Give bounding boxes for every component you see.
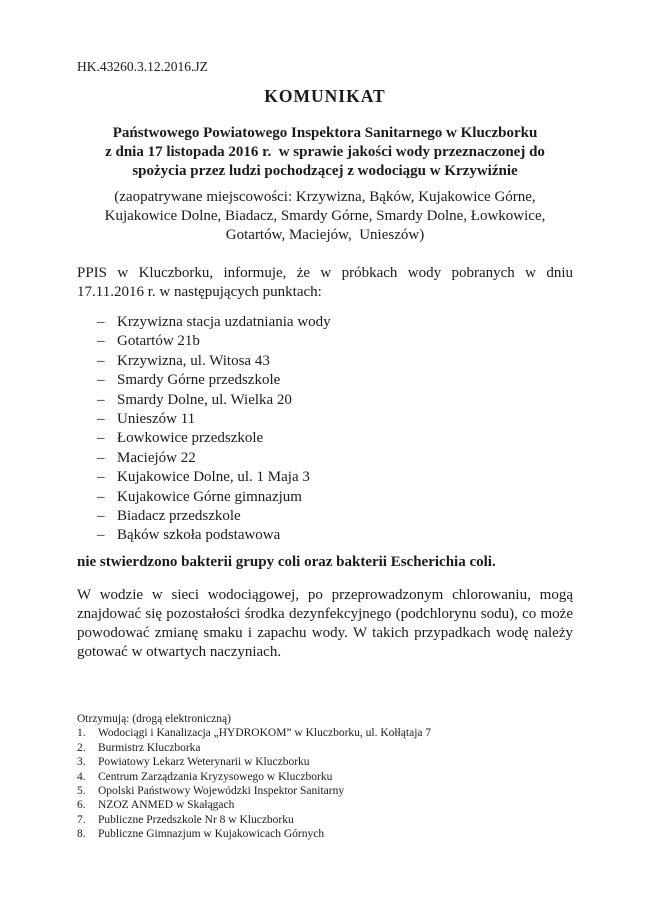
sampling-point-item bbox=[77, 488, 573, 507]
sampling-point-item bbox=[77, 468, 573, 487]
sampling-point-label: Gotartów 21b bbox=[117, 333, 200, 350]
intro-paragraph-line: 17.11.2016 r. w następujących punktach: bbox=[77, 284, 322, 300]
sampling-point-label: Maciejów 22 bbox=[117, 449, 196, 466]
dash-bullet: – bbox=[97, 527, 105, 544]
sampling-point-item bbox=[77, 449, 573, 468]
recipient-number: 4. bbox=[77, 770, 86, 783]
recipient-number: 1. bbox=[77, 727, 86, 740]
sampling-point-label: Smardy Górne przedszkole bbox=[117, 372, 281, 389]
recipient-number: 6. bbox=[77, 799, 86, 812]
sampling-point-label: Smardy Dolne, ul. Wielka 20 bbox=[117, 391, 292, 408]
result-statement: nie stwierdzono bakterii grupy coli oraz bakterii Escherichia coli. bbox=[77, 554, 496, 570]
distribution-heading: Otrzymują: (drogą elektroniczną) bbox=[77, 713, 231, 725]
dash-bullet: – bbox=[97, 469, 105, 486]
recipient-label: Wodociągi i Kanalizacja „HYDROKOM” w Kluczborku, ul. Kołłątaja 7 bbox=[98, 727, 432, 740]
dash-bullet: – bbox=[97, 372, 105, 389]
sampling-point-item bbox=[77, 352, 573, 371]
intro-paragraph bbox=[77, 264, 573, 302]
document-title: KOMUNIKAT bbox=[264, 86, 386, 106]
recipient-item bbox=[77, 813, 573, 827]
dash-bullet: – bbox=[97, 508, 105, 525]
recipient-number: 5. bbox=[77, 785, 86, 798]
dash-bullet: – bbox=[97, 391, 105, 408]
sampling-point-label: Bąków szkoła podstawowa bbox=[117, 527, 281, 544]
sampling-point-item bbox=[77, 332, 573, 351]
recipient-item bbox=[77, 726, 573, 740]
subtitle-line: z dnia 17 listopada 2016 r. w sprawie jakości wody przeznaczonej do bbox=[105, 144, 545, 160]
intro-paragraph-line: PPIS w Kluczborku, informuje, że w próbkach wody pobranych w dniu bbox=[77, 265, 573, 281]
sampling-point-item bbox=[77, 313, 573, 332]
sampling-point-item bbox=[77, 429, 573, 448]
sampling-points-list bbox=[77, 313, 573, 546]
recipient-item bbox=[77, 770, 573, 784]
recipient-label: Publiczne Przedszkole Nr 8 w Kluczborku bbox=[98, 813, 294, 826]
chlorination-note-paragraph bbox=[77, 586, 573, 662]
recipient-item bbox=[77, 827, 573, 841]
document-subtitle bbox=[77, 124, 573, 181]
recipient-label: Publiczne Gimnazjum w Kujakowicach Górnych bbox=[98, 828, 325, 841]
dash-bullet: – bbox=[97, 333, 105, 350]
subtitle-line: spożycia przez ludzi pochodzącej z wodociągu w Krzywiźnie bbox=[132, 163, 518, 179]
sampling-point-label: Kujakowice Górne gimnazjum bbox=[117, 488, 302, 505]
sampling-point-item bbox=[77, 507, 573, 526]
dash-bullet: – bbox=[97, 411, 105, 428]
dash-bullet: – bbox=[97, 352, 105, 369]
sampling-point-label: Biadacz przedszkole bbox=[117, 508, 241, 525]
dash-bullet: – bbox=[97, 314, 105, 330]
recipient-item bbox=[77, 784, 573, 798]
supplied-localities bbox=[77, 188, 573, 245]
sampling-point-label: Kujakowice Dolne, ul. 1 Maja 3 bbox=[117, 469, 310, 486]
recipient-item bbox=[77, 741, 573, 755]
supplied-localities-line: Kujakowice Dolne, Biadacz, Smardy Górne, Smardy Dolne, Łowkowice, bbox=[104, 208, 546, 224]
dash-bullet: – bbox=[97, 488, 105, 505]
recipient-label: Powiatowy Lekarz Weterynarii w Kluczborku bbox=[98, 756, 310, 769]
sampling-point-item bbox=[77, 391, 573, 410]
supplied-localities-line: (zaopatrywane miejscowości: Krzywizna, Bąków, Kujakowice Górne, bbox=[114, 189, 536, 205]
chlorination-note-line: gotować w otwartych naczyniach. bbox=[77, 644, 282, 660]
chlorination-note-line: znajdować się pozostałości środka dezynfekcyjnego (podchlorynu sodu), co może bbox=[77, 606, 573, 622]
sampling-point-label: Łowkowice przedszkole bbox=[117, 430, 264, 447]
chlorination-note-line: powodować zmianę smaku i zapachu wody. W takich przypadkach wodę należy bbox=[77, 625, 573, 641]
sampling-point-item bbox=[77, 410, 573, 429]
recipient-label: Burmistrz Kluczborka bbox=[98, 741, 201, 754]
recipient-number: 8. bbox=[77, 828, 86, 841]
sampling-point-item bbox=[77, 371, 573, 390]
subtitle-line: Państwowego Powiatowego Inspektora Sanitarnego w Kluczborku bbox=[112, 125, 538, 141]
dash-bullet: – bbox=[97, 430, 105, 447]
sampling-point-label: Krzywizna, ul. Witosa 43 bbox=[117, 352, 270, 369]
chlorination-note-line: W wodzie w sieci wodociągowej, po przeprowadzonym chlorowaniu, mogą bbox=[77, 587, 573, 603]
dash-bullet: – bbox=[97, 449, 105, 466]
sampling-point-item bbox=[77, 526, 573, 545]
supplied-localities-line: Gotartów, Maciejów, Unieszów) bbox=[225, 227, 425, 243]
recipient-number: 7. bbox=[77, 813, 86, 826]
sampling-point-label: Krzywizna stacja uzdatniania wody bbox=[117, 314, 331, 330]
recipient-label: Opolski Państwowy Wojewódzki Inspektor Sanitarny bbox=[98, 785, 345, 798]
recipient-label: Centrum Zarządzania Kryzysowego w Kluczborku bbox=[98, 770, 333, 783]
distribution-list bbox=[77, 712, 573, 842]
reference-number: HK.43260.3.12.2016.JZ bbox=[77, 59, 208, 74]
recipient-item bbox=[77, 755, 573, 769]
recipient-item bbox=[77, 798, 573, 812]
recipient-label: NZOZ ANMED w Skałągach bbox=[98, 799, 235, 812]
recipient-number: 2. bbox=[77, 741, 86, 754]
recipient-number: 3. bbox=[77, 756, 86, 769]
sampling-point-label: Unieszów 11 bbox=[117, 411, 196, 428]
